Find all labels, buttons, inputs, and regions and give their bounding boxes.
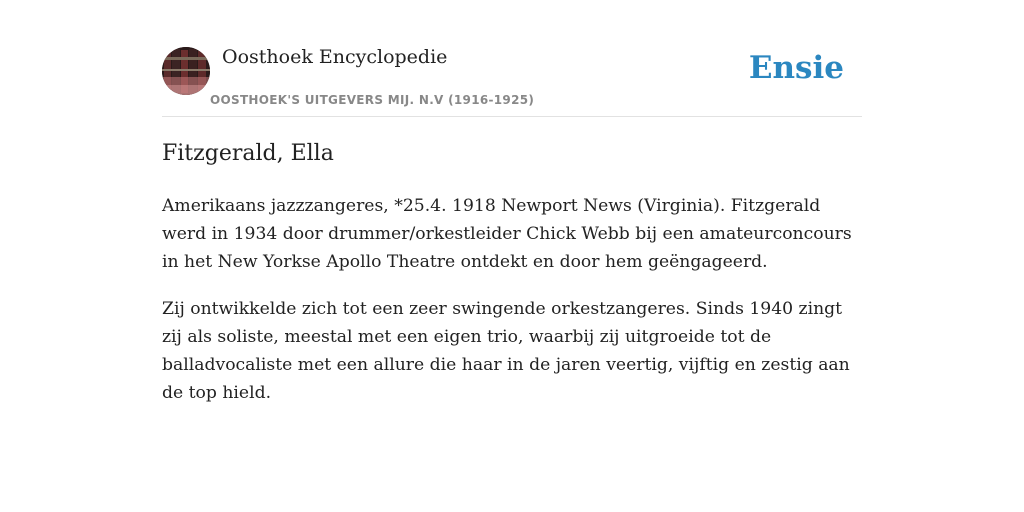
- site-title[interactable]: Oosthoek Encyclopedie: [222, 46, 448, 68]
- book-spines-icon[interactable]: [162, 47, 210, 95]
- article-paragraph: Zij ontwikkelde zich tot een zeer swingende orkestzangeres. Sinds 1940 zingt zij als soliste, meestal met een eigen trio, waarbij zij uitgroeide tot de balladvocaliste met een allure die haar in de jaren veertig, vijftig en zestig aan de top hield.: [162, 299, 850, 403]
- ensie-logo-link[interactable]: Ensie: [748, 50, 844, 86]
- article: [162, 138, 862, 407]
- publisher-label: OOSTHOEK'S UITGEVERS MIJ. N.V (1916-1925): [210, 93, 535, 107]
- article-paragraph: Amerikaans jazzzangeres, *25.4. 1918 Newport News (Virginia). Fitzgerald werd in 1934 door drummer/orkestleider Chick Webb bij een amateurconcours in het New Yorkse Apollo Theatre ontdekt en door hem geëngageerd.: [162, 196, 852, 272]
- page-title: Fitzgerald, Ella: [162, 141, 334, 166]
- site-header: [162, 46, 862, 117]
